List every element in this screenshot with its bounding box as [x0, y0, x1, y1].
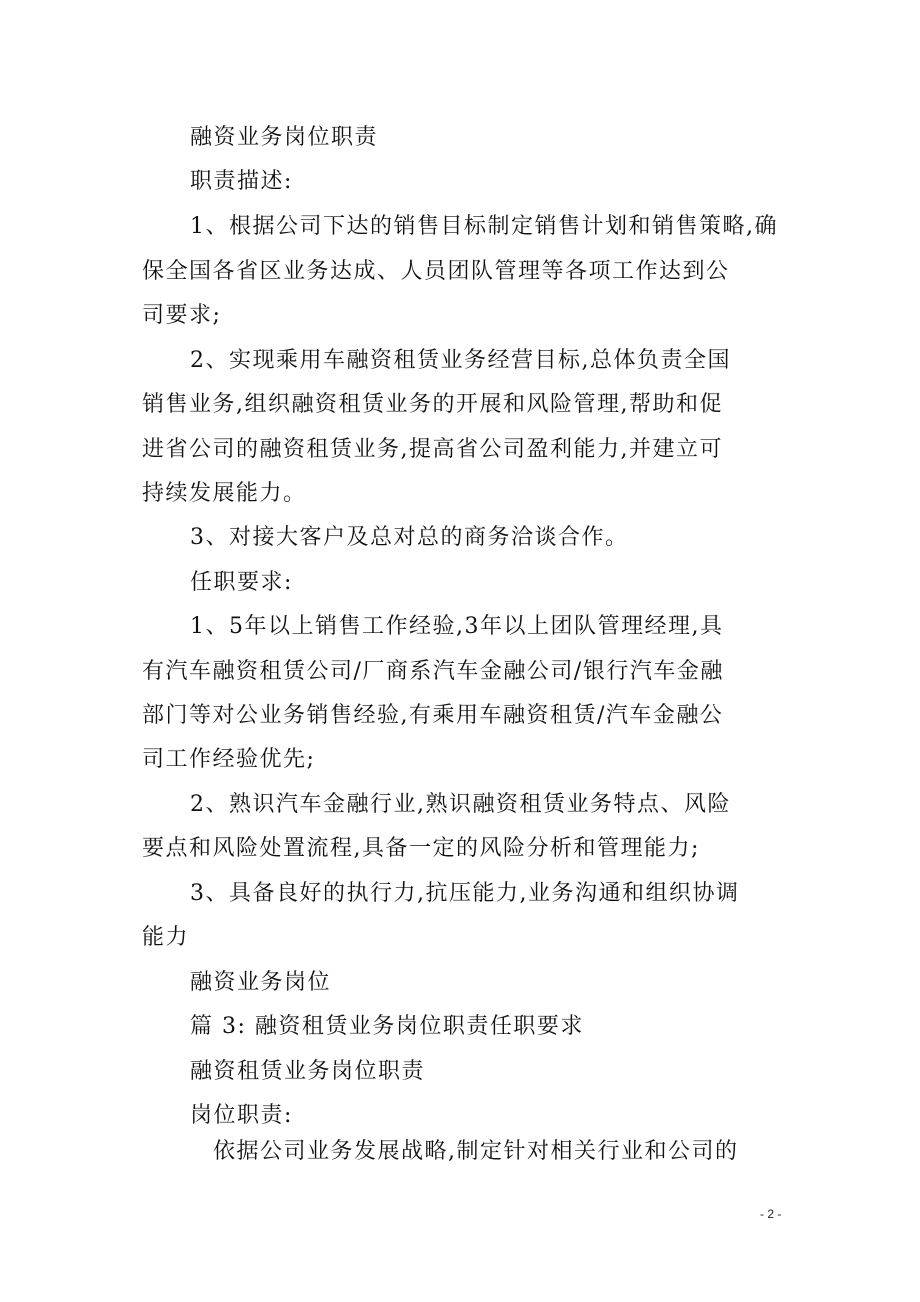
text-line: 进省公司的融资租赁业务,提高省公司盈利能力,并建立可 [142, 437, 723, 462]
text-line: 保全国各省区业务达成、人员团队管理等各项工作达到公 [142, 259, 730, 284]
text-line: 1、根据公司下达的销售目标制定销售计划和销售策略,确 [190, 214, 778, 239]
text-line: 3、对接大客户及总对总的商务洽谈合作。 [190, 525, 629, 550]
text-line: 2、实现乘用车融资租赁业务经营目标,总体负责全国 [190, 348, 731, 373]
text-line: 持续发展能力。 [142, 481, 307, 506]
text-line: 3、具备良好的执行力,抗压能力,业务沟通和组织协调 [190, 881, 740, 906]
text-line: 1、5年以上销售工作经验,3年以上团队管理经理,具 [190, 614, 724, 639]
text-line: 司要求; [142, 303, 222, 328]
text-line: 司工作经验优先; [142, 747, 316, 772]
text-line: 销售业务,组织融资租赁业务的开展和风险管理,帮助和促 [142, 392, 723, 417]
text-line: 依据公司业务发展战略,制定针对相关行业和公司的 [213, 1139, 739, 1164]
text-line: 职责描述: [190, 169, 293, 194]
text-line: 篇 3: 融资租赁业务岗位职责任职要求 [190, 1014, 584, 1039]
text-line: 岗位职责: [190, 1103, 293, 1128]
text-line: 2、熟识汽车金融行业,熟识融资租赁业务特点、风险 [190, 792, 731, 817]
page-number: - 2 - [760, 1207, 782, 1221]
text-line: 融资业务岗位职责 [190, 125, 379, 150]
text-line: 要点和风险处置流程,具备一定的风险分析和管理能力; [142, 836, 700, 861]
text-line: 融资业务岗位 [190, 970, 332, 995]
text-line: 能力 [142, 925, 190, 950]
text-line: 有汽车融资租赁公司/厂商系汽车金融公司/银行汽车金融 [142, 659, 724, 684]
text-line: 融资租赁业务岗位职责 [190, 1059, 426, 1084]
text-line: 任职要求: [190, 570, 293, 595]
text-line: 部门等对公业务销售经验,有乘用车融资租赁/汽车金融公 [142, 703, 724, 728]
